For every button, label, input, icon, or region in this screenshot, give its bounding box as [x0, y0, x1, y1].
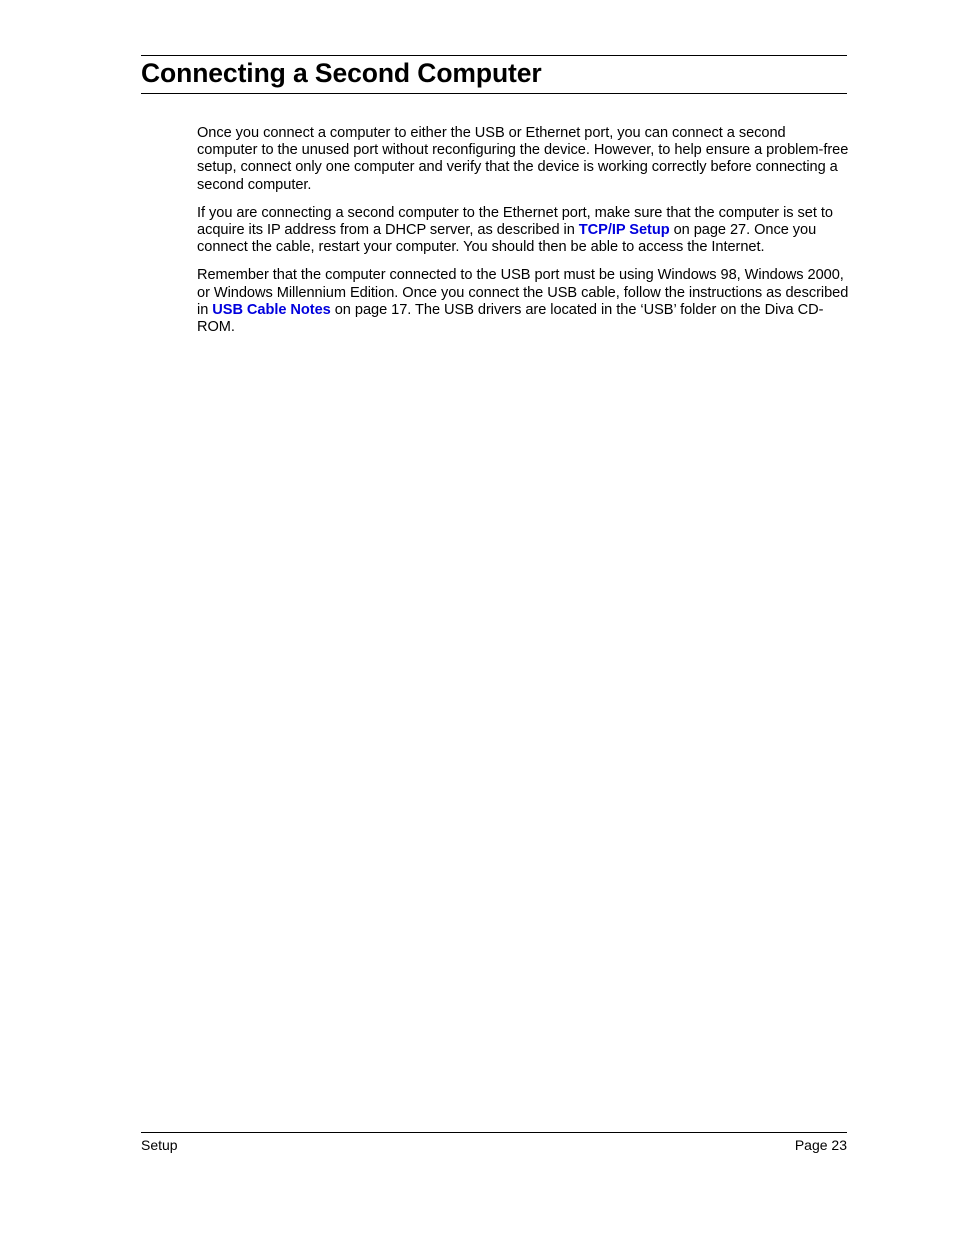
paragraph-usb-port — [197, 267, 849, 336]
paragraph-ethernet-text-end: on page 27. Once you connect the cable, restart your computer. You should then be able to access the Internet. — [197, 222, 817, 256]
footer-rule — [141, 1132, 847, 1133]
paragraph-usb-text-start: Remember that the computer connected to the USB port must be using Windows 98, Windows 2000, or Windows Millennium Edition. Once you connect the USB cable, follow the instructions as described in — [197, 267, 849, 318]
body-content — [197, 125, 849, 347]
paragraph-ethernet-text-start: If you are connecting a second computer to the Ethernet port, make sure that the computer is set to acquire its IP address from a DHCP server, as described in — [197, 204, 833, 239]
tcpip-setup-link[interactable]: TCP/IP Setup — [578, 222, 670, 239]
footer-page-number: Page 23 — [794, 1137, 847, 1153]
page-title: Connecting a Second Computer — [141, 58, 542, 88]
paragraph-usb-text-end: on page 17. The USB drivers are located in the ‘USB’ folder on the Diva CD-ROM. — [197, 301, 824, 336]
usb-cable-notes-link[interactable]: USB Cable Notes — [212, 301, 331, 318]
paragraph-second-computer-intro: Once you connect a computer to either the USB or Ethernet port, you can connect a second computer to the unused port without reconfiguring the device. However, to help ensure a problem-free setup, connect only one computer and verify that the device is working correctly before connecting a second computer. — [197, 125, 849, 193]
footer-section-label: Setup — [141, 1137, 178, 1153]
title-bottom-rule — [141, 93, 847, 94]
paragraph-ethernet-port — [197, 205, 849, 257]
